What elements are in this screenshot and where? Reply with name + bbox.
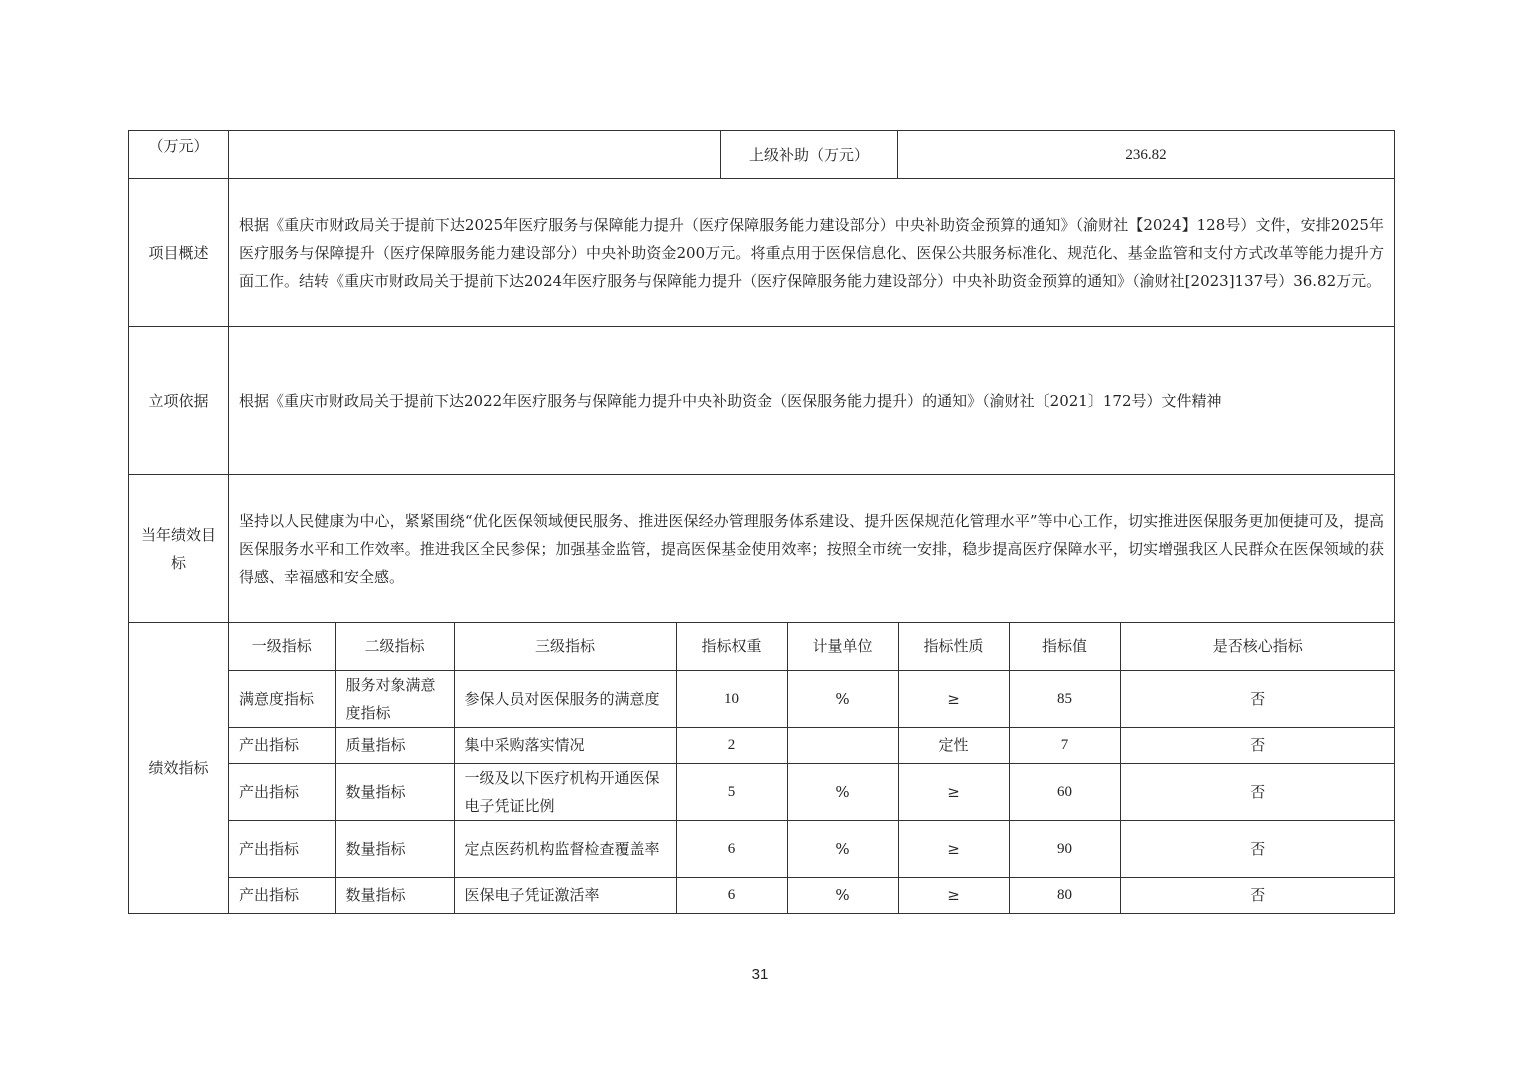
row-level1: 产出指标 <box>229 820 335 877</box>
header-weight: 指标权重 <box>676 623 787 670</box>
row-unit: % <box>787 820 898 877</box>
row-core: 否 <box>1120 763 1395 820</box>
row-level3: 集中采购落实情况 <box>454 727 676 763</box>
row-unit: % <box>787 877 898 913</box>
row-level2: 数量指标 <box>335 877 454 913</box>
table-row <box>229 820 1395 877</box>
row-weight: 6 <box>676 877 787 913</box>
header-core: 是否核心指标 <box>1120 623 1395 670</box>
row-value: 85 <box>1009 670 1120 727</box>
row-level2: 数量指标 <box>335 820 454 877</box>
row-unit <box>787 727 898 763</box>
row-nature: ≥ <box>898 670 1009 727</box>
table-row <box>229 877 1395 913</box>
row-nature: ≥ <box>898 763 1009 820</box>
funding-label: （万元） <box>129 131 229 179</box>
indicators-table <box>229 623 1395 913</box>
row-level1: 满意度指标 <box>229 670 335 727</box>
row-value: 7 <box>1009 727 1120 763</box>
row-level3: 一级及以下医疗机构开通医保电子凭证比例 <box>454 763 676 820</box>
goal-text: 坚持以人民健康为中心，紧紧围绕“优化医保领域便民服务、推进医保经办管理服务体系建设、提升医保规范化管理水平”等中心工作，切实推进医保服务更加便捷可及，提高医保服务水平和工作效率。推进我区全民参保；加强基金监管，提高医保基金使用效率；按照全市统一安排，稳步提高医疗保障水平，切实增强我区人民群众在医保领域的获得感、幸福感和安全感。 <box>229 475 1395 623</box>
row-weight: 6 <box>676 820 787 877</box>
row-value: 90 <box>1009 820 1120 877</box>
funding-sub-label: 上级补助（万元） <box>721 131 898 179</box>
table-row <box>229 670 1395 727</box>
indicators-label: 绩效指标 <box>129 623 229 914</box>
row-level1: 产出指标 <box>229 727 335 763</box>
row-level3: 医保电子凭证激活率 <box>454 877 676 913</box>
row-weight: 10 <box>676 670 787 727</box>
row-level1: 产出指标 <box>229 763 335 820</box>
row-level2: 数量指标 <box>335 763 454 820</box>
row-weight: 5 <box>676 763 787 820</box>
row-core: 否 <box>1120 820 1395 877</box>
row-core: 否 <box>1120 670 1395 727</box>
indicators-cell <box>229 623 1395 914</box>
row-unit: % <box>787 670 898 727</box>
goal-label: 当年绩效目标 <box>129 475 229 623</box>
overview-text: 根据《重庆市财政局关于提前下达2025年医疗服务与保障能力提升（医疗保障服务能力建设部分）中央补助资金预算的通知》（渝财社【2024】128号）文件，安排2025年医疗服务与保障提升（医疗保障服务能力建设部分）中央补助资金200万元。将重点用于医保信息化、医保公共服务标准化、规范化、基金监管和支付方式改革等能力提升方面工作。结转《重庆市财政局关于提前下达2024年医疗服务与保障能力提升（医疗保障服务能力建设部分）中央补助资金预算的通知》（渝财社[2023]137号）36.82万元。 <box>229 179 1395 327</box>
row-core: 否 <box>1120 727 1395 763</box>
header-level1: 一级指标 <box>229 623 335 670</box>
table-row <box>229 763 1395 820</box>
row-level2: 服务对象满意度指标 <box>335 670 454 727</box>
overview-label: 项目概述 <box>129 179 229 327</box>
funding-blank-cell <box>229 131 721 179</box>
row-level2: 质量指标 <box>335 727 454 763</box>
row-level3: 定点医药机构监督检查覆盖率 <box>454 820 676 877</box>
row-nature: ≥ <box>898 820 1009 877</box>
row-core: 否 <box>1120 877 1395 913</box>
row-weight: 2 <box>676 727 787 763</box>
header-nature: 指标性质 <box>898 623 1009 670</box>
basis-text: 根据《重庆市财政局关于提前下达2022年医疗服务与保障能力提升中央补助资金（医保服务能力提升）的通知》（渝财社〔2021〕172号）文件精神 <box>229 327 1395 475</box>
header-value: 指标值 <box>1009 623 1120 670</box>
funding-sub-value: 236.82 <box>898 131 1395 179</box>
row-value: 60 <box>1009 763 1120 820</box>
row-level1: 产出指标 <box>229 877 335 913</box>
header-level3: 三级指标 <box>454 623 676 670</box>
page-number: 31 <box>751 966 769 983</box>
row-nature: ≥ <box>898 877 1009 913</box>
header-unit: 计量单位 <box>787 623 898 670</box>
row-unit: % <box>787 763 898 820</box>
row-value: 80 <box>1009 877 1120 913</box>
basis-label: 立项依据 <box>129 327 229 475</box>
table-row <box>229 727 1395 763</box>
indicators-header-row <box>229 623 1395 670</box>
row-level3: 参保人员对医保服务的满意度 <box>454 670 676 727</box>
project-table <box>128 130 1395 914</box>
row-nature: 定性 <box>898 727 1009 763</box>
header-level2: 二级指标 <box>335 623 454 670</box>
